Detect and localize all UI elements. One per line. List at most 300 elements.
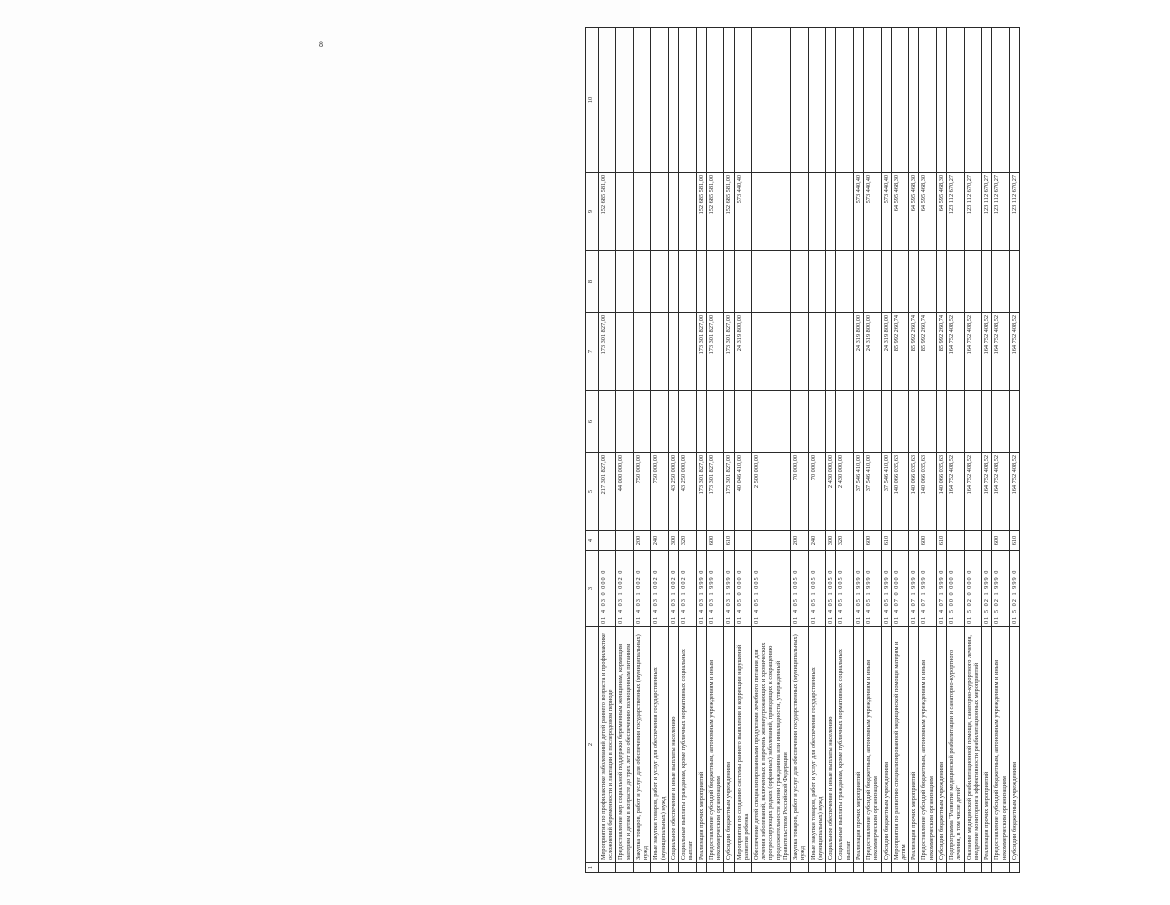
row-amount-col10 xyxy=(734,28,751,173)
row-name-cell: Реализация прочих мероприятий xyxy=(909,627,919,863)
table-row xyxy=(633,28,650,873)
row-amount-col9: 123 112 670,27 xyxy=(964,173,981,251)
row-name-cell: Закупка товаров, работ и услуг для обеспечения государственных (муниципальных) нужд xyxy=(633,627,650,863)
table-row xyxy=(891,28,908,873)
row-amount-col10 xyxy=(599,28,616,173)
row-code-cell: 01 4 05 1 005 0 xyxy=(791,551,808,627)
row-name-cell: Субсидии бюджетным учреждениям xyxy=(936,627,946,863)
row-amount-col10 xyxy=(808,28,825,173)
row-amount-col9 xyxy=(791,173,808,251)
row-amount-col6 xyxy=(734,391,751,453)
row-amount-col10 xyxy=(751,28,790,173)
row-type-cell: 200 xyxy=(791,531,808,551)
row-amount-col9: 152 685 581,00 xyxy=(706,173,723,251)
row-name-cell: Реализация прочих мероприятий xyxy=(982,627,992,863)
row-name-cell: Социальное обеспечение и иные выплаты населению xyxy=(668,627,678,863)
row-amount-col9: 64 595 468,30 xyxy=(936,173,946,251)
column-header: 4 xyxy=(586,531,599,551)
row-amount-col9: 64 595 468,30 xyxy=(919,173,936,251)
row-amount-col10 xyxy=(909,28,919,173)
row-name-cell: Мероприятия по профилактике заболеваний детей раннего возраста и профилактике осложнений беременности и лактации в послеродовом периоде xyxy=(599,627,616,863)
row-amount-col5: 37 546 410,00 xyxy=(864,453,881,531)
row-type-cell: 610 xyxy=(881,531,891,551)
row-amount-col5: 173 301 827,00 xyxy=(696,453,706,531)
row-amount-col7: 173 301 827,00 xyxy=(696,313,706,391)
row-amount-col10 xyxy=(964,28,981,173)
table-row xyxy=(982,28,992,873)
row-name-cell: Закупка товаров, работ и услуг для обеспечения государственных (муниципальных) нужд xyxy=(791,627,808,863)
row-amount-col8 xyxy=(668,251,678,313)
row-amount-col5: 173 301 827,00 xyxy=(724,453,734,531)
row-name-cell: Подпрограмма "Развитие медицинской реабилитации и санаторно-курортного лечения, в том числе детей" xyxy=(947,627,964,863)
row-amount-col10 xyxy=(881,28,891,173)
row-amount-col9: 123 112 670,27 xyxy=(1009,173,1019,251)
column-header: 1 xyxy=(586,863,599,873)
row-amount-col6 xyxy=(982,391,992,453)
row-marker-cell xyxy=(651,863,668,873)
row-amount-col7: 173 301 827,00 xyxy=(706,313,723,391)
row-type-cell: 240 xyxy=(808,531,825,551)
row-amount-col8 xyxy=(751,251,790,313)
row-amount-col5: 164 752 408,52 xyxy=(947,453,964,531)
row-amount-col6 xyxy=(724,391,734,453)
row-marker-cell xyxy=(751,863,790,873)
row-name-cell: Субсидии бюджетным учреждениям xyxy=(881,627,891,863)
table-row xyxy=(696,28,706,873)
row-amount-col7: 24 319 800,00 xyxy=(853,313,863,391)
row-code-cell: 01 5 00 0 000 0 xyxy=(947,551,964,627)
row-type-cell: 200 xyxy=(633,531,650,551)
row-amount-col8 xyxy=(696,251,706,313)
row-amount-col9: 152 685 581,00 xyxy=(599,173,616,251)
row-code-cell: 01 4 03 1 002 0 xyxy=(651,551,668,627)
row-name-cell: Социальные выплаты гражданам, кроме публичных нормативных социальных выплат xyxy=(679,627,696,863)
row-name-cell: Социальные выплаты гражданам, кроме публичных нормативных социальных выплат xyxy=(836,627,853,863)
row-amount-col7: 164 752 408,52 xyxy=(947,313,964,391)
column-header: 6 xyxy=(586,391,599,453)
row-amount-col8 xyxy=(881,251,891,313)
page-number: 8 xyxy=(319,40,323,49)
row-marker-cell xyxy=(864,863,881,873)
row-amount-col5: 173 301 827,00 xyxy=(706,453,723,531)
row-amount-col7: 164 752 408,52 xyxy=(1009,313,1019,391)
table-row xyxy=(964,28,981,873)
column-header: 7 xyxy=(586,313,599,391)
table-row xyxy=(864,28,881,873)
row-amount-col6 xyxy=(919,391,936,453)
row-amount-col6 xyxy=(599,391,616,453)
row-amount-col6 xyxy=(992,391,1009,453)
row-amount-col5: 43 250 000,00 xyxy=(668,453,678,531)
table-body xyxy=(599,28,1020,873)
row-amount-col9: 573 440,40 xyxy=(853,173,863,251)
row-amount-col8 xyxy=(982,251,992,313)
row-amount-col10 xyxy=(791,28,808,173)
row-amount-col8 xyxy=(651,251,668,313)
row-amount-col5: 37 546 410,00 xyxy=(853,453,863,531)
row-amount-col8 xyxy=(1009,251,1019,313)
row-type-cell xyxy=(616,531,633,551)
table-row xyxy=(836,28,853,873)
row-type-cell: 610 xyxy=(1009,531,1019,551)
row-amount-col10 xyxy=(633,28,650,173)
row-code-cell: 01 4 05 1 005 0 xyxy=(836,551,853,627)
row-amount-col6 xyxy=(696,391,706,453)
row-amount-col5: 140 066 035,63 xyxy=(909,453,919,531)
row-amount-col9 xyxy=(633,173,650,251)
row-code-cell: 01 4 03 1 002 0 xyxy=(679,551,696,627)
row-amount-col8 xyxy=(864,251,881,313)
row-amount-col7 xyxy=(836,313,853,391)
row-amount-col9: 64 595 468,30 xyxy=(891,173,908,251)
row-amount-col5: 164 752 408,52 xyxy=(964,453,981,531)
row-code-cell: 01 4 05 1 999 0 xyxy=(881,551,891,627)
column-header: 9 xyxy=(586,173,599,251)
row-amount-col5: 70 000,00 xyxy=(808,453,825,531)
row-amount-col9 xyxy=(808,173,825,251)
row-type-cell: 610 xyxy=(936,531,946,551)
column-header: 2 xyxy=(586,627,599,863)
row-amount-col9: 123 112 670,27 xyxy=(982,173,992,251)
row-amount-col6 xyxy=(679,391,696,453)
row-type-cell: 610 xyxy=(724,531,734,551)
row-amount-col6 xyxy=(947,391,964,453)
column-header: 8 xyxy=(586,251,599,313)
row-amount-col9: 123 112 670,27 xyxy=(992,173,1009,251)
row-amount-col6 xyxy=(864,391,881,453)
row-amount-col9 xyxy=(679,173,696,251)
row-amount-col8 xyxy=(836,251,853,313)
row-name-cell: Субсидии бюджетным учреждениям xyxy=(724,627,734,863)
row-amount-col7: 85 992 260,74 xyxy=(891,313,908,391)
row-code-cell: 01 4 03 1 999 0 xyxy=(724,551,734,627)
row-name-cell: Мероприятия по развитию специализированной медицинской помощи матерям и детям xyxy=(891,627,908,863)
row-name-cell: Предоставление субсидий бюджетным, автономным учреждениям и иным некоммерческим организациям xyxy=(864,627,881,863)
table-row xyxy=(651,28,668,873)
row-amount-col10 xyxy=(668,28,678,173)
row-code-cell: 01 4 03 1 999 0 xyxy=(696,551,706,627)
row-type-cell xyxy=(853,531,863,551)
table-row xyxy=(616,28,633,873)
row-marker-cell xyxy=(964,863,981,873)
row-amount-col8 xyxy=(724,251,734,313)
row-amount-col5: 2 500 000,00 xyxy=(751,453,790,531)
row-amount-col5: 140 066 035,63 xyxy=(936,453,946,531)
row-amount-col8 xyxy=(734,251,751,313)
row-marker-cell xyxy=(992,863,1009,873)
table-row xyxy=(808,28,825,873)
row-amount-col10 xyxy=(891,28,908,173)
row-type-cell: 600 xyxy=(919,531,936,551)
row-amount-col7 xyxy=(791,313,808,391)
row-type-cell xyxy=(696,531,706,551)
row-code-cell: 01 5 02 1 999 0 xyxy=(1009,551,1019,627)
table-row xyxy=(881,28,891,873)
row-code-cell: 01 5 02 1 999 0 xyxy=(992,551,1009,627)
row-amount-col5: 37 546 410,00 xyxy=(881,453,891,531)
row-amount-col5: 750 000,00 xyxy=(633,453,650,531)
row-name-cell: Иные закупки товаров, работ и услуг для обеспечения государственных (муниципальных) нужд xyxy=(651,627,668,863)
row-name-cell: Субсидии бюджетным учреждениям xyxy=(1009,627,1019,863)
row-amount-col5: 164 752 408,52 xyxy=(982,453,992,531)
row-amount-col6 xyxy=(651,391,668,453)
row-amount-col10 xyxy=(696,28,706,173)
row-amount-col8 xyxy=(826,251,836,313)
row-amount-col5: 43 250 000,00 xyxy=(679,453,696,531)
row-marker-cell xyxy=(891,863,908,873)
row-amount-col7: 173 301 827,00 xyxy=(599,313,616,391)
row-amount-col6 xyxy=(936,391,946,453)
row-code-cell: 01 4 05 1 999 0 xyxy=(864,551,881,627)
row-marker-cell xyxy=(791,863,808,873)
row-marker-cell xyxy=(616,863,633,873)
row-amount-col5: 217 301 827,00 xyxy=(599,453,616,531)
row-amount-col7 xyxy=(808,313,825,391)
row-amount-col10 xyxy=(992,28,1009,173)
row-amount-col7: 164 752 408,52 xyxy=(992,313,1009,391)
row-amount-col9 xyxy=(836,173,853,251)
row-type-cell: 320 xyxy=(836,531,853,551)
row-amount-col8 xyxy=(679,251,696,313)
row-code-cell: 01 4 07 0 000 0 xyxy=(891,551,908,627)
row-marker-cell xyxy=(919,863,936,873)
row-amount-col7: 24 319 800,00 xyxy=(864,313,881,391)
row-amount-col6 xyxy=(633,391,650,453)
row-name-cell: Обеспечение детей специализированными продуктами лечебного питания для лечения заболеваний, включенных в перечень жизнеугрожающих и хронических прогрессирующих редких (орфанных) заболеваний, приводящих к сокращению продолжительности жизни гражданина или инвалидности, утвержденный Правительством Российской Федерации xyxy=(751,627,790,863)
row-amount-col6 xyxy=(853,391,863,453)
row-amount-col5: 2 430 000,00 xyxy=(836,453,853,531)
row-type-cell xyxy=(751,531,790,551)
row-type-cell: 600 xyxy=(706,531,723,551)
row-marker-cell xyxy=(668,863,678,873)
row-amount-col6 xyxy=(791,391,808,453)
row-amount-col7: 164 752 408,52 xyxy=(982,313,992,391)
table-row xyxy=(734,28,751,873)
table-row xyxy=(992,28,1009,873)
row-amount-col7: 85 992 260,74 xyxy=(909,313,919,391)
row-type-cell xyxy=(734,531,751,551)
row-type-cell xyxy=(982,531,992,551)
row-marker-cell xyxy=(679,863,696,873)
row-amount-col5: 70 000,00 xyxy=(791,453,808,531)
row-marker-cell xyxy=(836,863,853,873)
row-amount-col9 xyxy=(826,173,836,251)
row-code-cell: 01 4 07 1 999 0 xyxy=(909,551,919,627)
row-name-cell: Предоставление мер социальной поддержки беременным женщинам, кормящим матерям и детям в возрасте до трех лет по обеспечению полноценным питанием xyxy=(616,627,633,863)
table-row xyxy=(724,28,734,873)
row-code-cell: 01 4 05 1 005 0 xyxy=(808,551,825,627)
row-amount-col5: 164 752 408,52 xyxy=(992,453,1009,531)
row-amount-col10 xyxy=(724,28,734,173)
row-amount-col6 xyxy=(964,391,981,453)
row-name-cell: Оказание медицинской реабилитационной помощи, санаторно-курортного лечения, внедрение мониторинга эффективности реабилитационных мероприятий xyxy=(964,627,981,863)
row-marker-cell xyxy=(936,863,946,873)
row-amount-col7: 164 752 408,52 xyxy=(964,313,981,391)
row-type-cell: 600 xyxy=(992,531,1009,551)
row-marker-cell xyxy=(982,863,992,873)
row-amount-col7 xyxy=(616,313,633,391)
row-marker-cell xyxy=(706,863,723,873)
table-row xyxy=(919,28,936,873)
row-amount-col10 xyxy=(826,28,836,173)
row-amount-col7 xyxy=(751,313,790,391)
row-code-cell: 01 4 05 1 999 0 xyxy=(853,551,863,627)
row-type-cell: 600 xyxy=(864,531,881,551)
row-amount-col9 xyxy=(616,173,633,251)
row-name-cell: Предоставление субсидий бюджетным, автономным учреждениям и иным некоммерческим организациям xyxy=(919,627,936,863)
row-code-cell: 01 4 05 1 005 0 xyxy=(751,551,790,627)
row-amount-col8 xyxy=(947,251,964,313)
table-row xyxy=(826,28,836,873)
row-amount-col7 xyxy=(668,313,678,391)
row-code-cell: 01 4 07 1 999 0 xyxy=(919,551,936,627)
row-marker-cell xyxy=(599,863,616,873)
column-header: 10 xyxy=(586,28,599,173)
column-header: 3 xyxy=(586,551,599,627)
row-amount-col8 xyxy=(616,251,633,313)
row-marker-cell xyxy=(909,863,919,873)
row-type-cell xyxy=(599,531,616,551)
budget-table xyxy=(585,27,1020,873)
row-type-cell xyxy=(891,531,908,551)
row-marker-cell xyxy=(1009,863,1019,873)
row-amount-col8 xyxy=(633,251,650,313)
row-code-cell: 01 4 05 1 005 0 xyxy=(826,551,836,627)
row-amount-col10 xyxy=(1009,28,1019,173)
row-amount-col10 xyxy=(836,28,853,173)
row-amount-col7: 173 301 827,00 xyxy=(724,313,734,391)
row-amount-col7 xyxy=(633,313,650,391)
table-row xyxy=(853,28,863,873)
row-amount-col5: 140 066 035,63 xyxy=(919,453,936,531)
row-amount-col8 xyxy=(599,251,616,313)
row-amount-col9: 123 112 670,27 xyxy=(947,173,964,251)
rotated-table-container xyxy=(585,28,1170,873)
row-name-cell: Реализация прочих мероприятий xyxy=(853,627,863,863)
row-amount-col10 xyxy=(864,28,881,173)
row-amount-col6 xyxy=(808,391,825,453)
row-type-cell xyxy=(947,531,964,551)
row-marker-cell xyxy=(724,863,734,873)
row-amount-col5: 2 430 000,00 xyxy=(826,453,836,531)
row-amount-col8 xyxy=(919,251,936,313)
table-row xyxy=(909,28,919,873)
row-amount-col6 xyxy=(909,391,919,453)
row-amount-col9 xyxy=(751,173,790,251)
table-row xyxy=(599,28,616,873)
row-amount-col10 xyxy=(679,28,696,173)
row-marker-cell xyxy=(947,863,964,873)
row-type-cell xyxy=(909,531,919,551)
row-amount-col9: 573 440,40 xyxy=(734,173,751,251)
table-row xyxy=(936,28,946,873)
row-amount-col7 xyxy=(826,313,836,391)
row-type-cell: 300 xyxy=(668,531,678,551)
row-amount-col8 xyxy=(808,251,825,313)
row-amount-col9: 573 440,40 xyxy=(864,173,881,251)
row-amount-col8 xyxy=(909,251,919,313)
row-amount-col8 xyxy=(706,251,723,313)
row-code-cell: 01 4 03 1 999 0 xyxy=(706,551,723,627)
row-amount-col10 xyxy=(706,28,723,173)
row-amount-col6 xyxy=(881,391,891,453)
row-type-cell: 300 xyxy=(826,531,836,551)
row-name-cell: Мероприятия по созданию системы раннего выявления и коррекции нарушений развития ребенка xyxy=(734,627,751,863)
row-code-cell: 01 4 03 1 002 0 xyxy=(633,551,650,627)
row-amount-col8 xyxy=(992,251,1009,313)
row-amount-col6 xyxy=(826,391,836,453)
row-amount-col5: 750 000,00 xyxy=(651,453,668,531)
row-amount-col10 xyxy=(651,28,668,173)
row-amount-col10 xyxy=(947,28,964,173)
table-row xyxy=(668,28,678,873)
row-code-cell: 01 4 03 0 000 0 xyxy=(599,551,616,627)
row-amount-col10 xyxy=(982,28,992,173)
row-marker-cell xyxy=(696,863,706,873)
row-amount-col5: 164 752 408,52 xyxy=(1009,453,1019,531)
row-code-cell: 01 5 02 1 999 0 xyxy=(982,551,992,627)
row-marker-cell xyxy=(633,863,650,873)
row-amount-col9: 573 440,40 xyxy=(881,173,891,251)
row-amount-col7: 85 992 260,74 xyxy=(936,313,946,391)
row-amount-col7: 24 319 800,00 xyxy=(734,313,751,391)
row-amount-col7: 24 319 800,00 xyxy=(881,313,891,391)
table-row xyxy=(791,28,808,873)
row-amount-col8 xyxy=(891,251,908,313)
row-amount-col7: 85 992 260,74 xyxy=(919,313,936,391)
row-amount-col6 xyxy=(1009,391,1019,453)
column-header: 5 xyxy=(586,453,599,531)
row-amount-col5: 40 046 410,00 xyxy=(734,453,751,531)
row-code-cell: 01 4 05 0 000 0 xyxy=(734,551,751,627)
row-marker-cell xyxy=(853,863,863,873)
row-amount-col9: 64 595 468,30 xyxy=(909,173,919,251)
table-row xyxy=(1009,28,1019,873)
row-amount-col7 xyxy=(651,313,668,391)
row-marker-cell xyxy=(881,863,891,873)
row-amount-col6 xyxy=(706,391,723,453)
row-code-cell: 01 4 03 1 002 0 xyxy=(668,551,678,627)
table-row xyxy=(679,28,696,873)
row-amount-col6 xyxy=(616,391,633,453)
row-type-cell: 240 xyxy=(651,531,668,551)
row-code-cell: 01 4 03 1 002 0 xyxy=(616,551,633,627)
header-row xyxy=(586,28,599,873)
row-name-cell: Предоставление субсидий бюджетным, автономным учреждениям и иным некоммерческим организациям xyxy=(992,627,1009,863)
row-amount-col10 xyxy=(919,28,936,173)
row-amount-col6 xyxy=(668,391,678,453)
row-amount-col9: 152 685 581,00 xyxy=(724,173,734,251)
row-name-cell: Иные закупки товаров, работ и услуг для обеспечения государственных (муниципальных) нужд xyxy=(808,627,825,863)
row-code-cell: 01 5 02 0 000 0 xyxy=(964,551,981,627)
row-amount-col7 xyxy=(679,313,696,391)
row-amount-col8 xyxy=(936,251,946,313)
row-amount-col9: 152 685 581,00 xyxy=(696,173,706,251)
row-amount-col10 xyxy=(616,28,633,173)
row-amount-col10 xyxy=(936,28,946,173)
row-marker-cell xyxy=(734,863,751,873)
row-amount-col8 xyxy=(964,251,981,313)
row-type-cell xyxy=(964,531,981,551)
row-type-cell: 320 xyxy=(679,531,696,551)
row-name-cell: Предоставление субсидий бюджетным, автономным учреждениям и иным некоммерческим организациям xyxy=(706,627,723,863)
row-name-cell: Социальное обеспечение и иные выплаты населению xyxy=(826,627,836,863)
row-amount-col9 xyxy=(668,173,678,251)
table-row xyxy=(751,28,790,873)
row-amount-col5: 140 066 035,63 xyxy=(891,453,908,531)
row-amount-col10 xyxy=(853,28,863,173)
row-name-cell: Реализация прочих мероприятий xyxy=(696,627,706,863)
